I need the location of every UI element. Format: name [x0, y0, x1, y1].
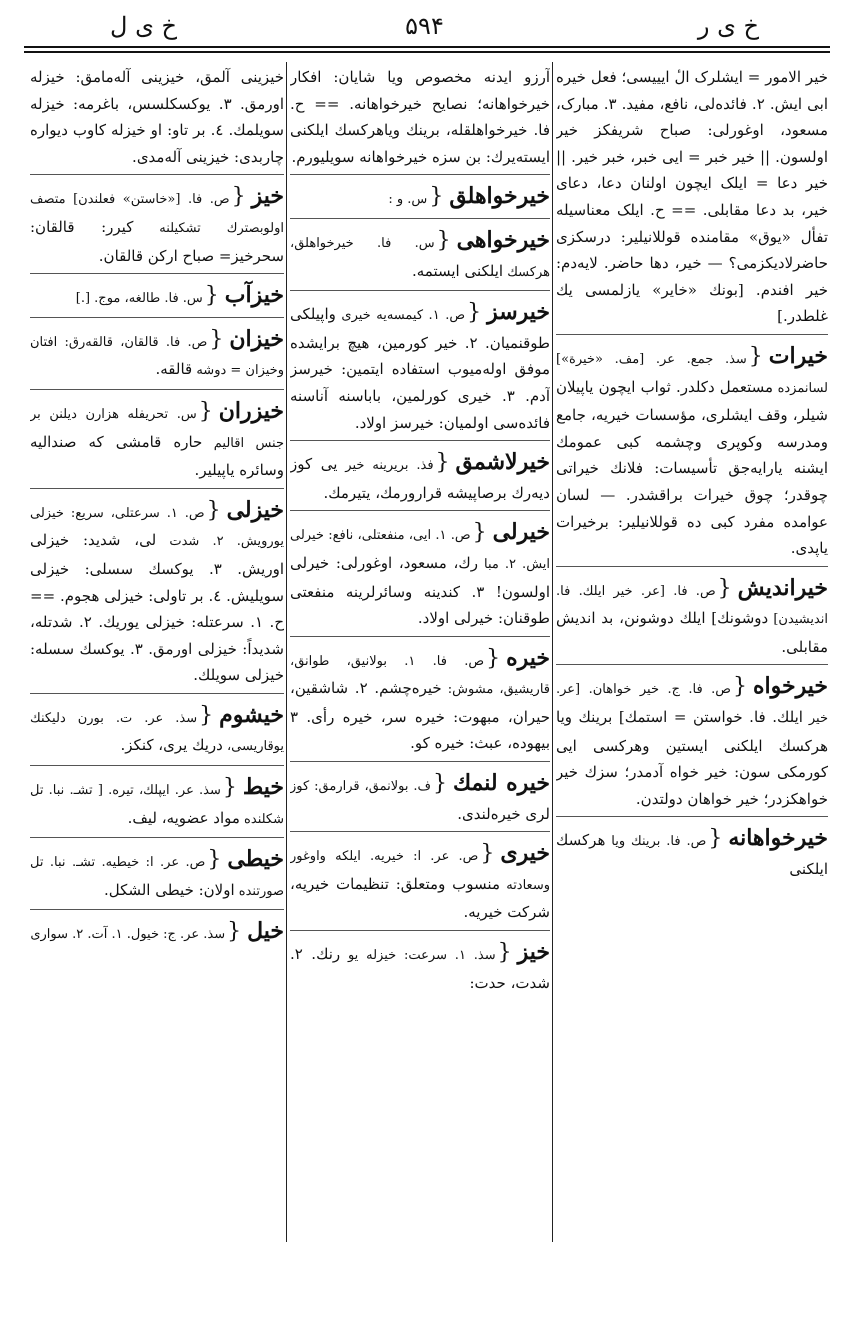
entry-grammar: سذ. جمع. عر. [مف. «خیرة»] لسانمزده	[556, 351, 828, 396]
entry-grammar: ص. ۱. سرعتلی، سریع: خیزلی یورویش. ۲. شدت	[30, 505, 284, 550]
dictionary-entry	[30, 282, 284, 318]
column-divider-right	[552, 62, 553, 1242]
entry-grammar: سذ. عر. ایپلك، تیره. [ تشـ. نبا. تل شکلنده	[30, 783, 284, 827]
brace-glyph: {	[231, 184, 246, 210]
brace-glyph: {	[429, 184, 444, 210]
entry-headword: خیزلی	[226, 496, 284, 523]
dictionary-entry	[290, 840, 550, 931]
column-right	[556, 64, 828, 1244]
entry-definition: آرزو ایدنه مخصوص ویا شایان: افکار خیرخواهانه؛ نصایح خیرخواهانه. == ح. فا. خیرخواهلقله، برینك ویاهرکسك ایلکنی ایسته‌یرك: بن سزه خیرخواهانه سویلیورم.	[290, 68, 550, 166]
dictionary-entry	[556, 343, 828, 567]
entry-headword: خیرخواهانه	[728, 825, 828, 852]
dictionary-entry	[290, 519, 550, 636]
entry-grammar: ص. عر. ا: خیریه. ایلکه واوغور وسعادته	[290, 849, 550, 893]
dictionary-entry	[290, 183, 550, 219]
dictionary-entry	[30, 326, 284, 390]
entry-grammar: ص. فا. قالقان، قالقه‌رق: افتان وخیزان = دوشه	[30, 334, 284, 379]
entry-grammar: ف. بولانمق، قرارمق: کوز	[290, 779, 432, 795]
dictionary-entry	[556, 825, 828, 886]
entry-grammar: س. تحریفله هزارن دیلنن بر جنس اقالیم	[30, 406, 284, 451]
dictionary-entry	[30, 846, 284, 910]
dictionary-entry	[30, 774, 284, 838]
dictionary-entry	[290, 227, 550, 291]
entry-definition: رنك. ۲. شدت، حدت:	[290, 945, 550, 992]
dictionary-entry	[290, 449, 550, 511]
dictionary-entry	[30, 398, 284, 489]
dictionary-entry	[290, 299, 550, 441]
column-middle	[290, 64, 550, 1244]
entry-headword: خیل	[247, 918, 284, 945]
entry-definition: مواد عضویه، لیف.	[127, 808, 240, 827]
brace-glyph: {	[198, 398, 213, 424]
dictionary-entry	[290, 64, 550, 175]
brace-glyph: {	[467, 300, 482, 326]
entry-headword: خیط	[242, 774, 284, 801]
entry-headword: خیز	[251, 183, 284, 210]
entry-definition: هرکسك ایلکنی	[556, 831, 828, 879]
brace-glyph: {	[207, 847, 222, 873]
entry-headword: خیزان	[229, 325, 284, 352]
brace-glyph: {	[199, 702, 214, 728]
brace-glyph: {	[748, 343, 763, 369]
page-number: ۵۹۴	[405, 12, 444, 40]
brace-glyph: {	[497, 940, 512, 966]
entry-definition: خیره‌چشم. ۲. شاشقین، حیران، مبهوت: خیره سر، خیره رأی. ۳ بیهوده، عبث: خیره کو.	[290, 679, 550, 753]
brace-glyph: {	[436, 227, 451, 253]
entry-definition: خیر الامور = ایشلرک الٔ ایییسی؛ فعل خیره ابی ایش. ۲. فائده‌لی، نافع، مفید. ۳. مبارک، مسعود، اوغورلی: صباح شریفکز خیر اولسون. || خیر خبر = ایی خبر، خبر خیر. || خیر دعا = ایلک ایچون اولنان دعا، دعای خیر، بد دعا مقابلی. == ح. ایلک معناسیله تفأل «یوق» مقامنده قوللانیلیر: درسکزی حاضرلادیکزمی؟ — خیر، دها حاضر. لایه‌دم: خیر افندم. [بونك «خاير» یازلمسی یك غلطدر.]	[556, 68, 828, 326]
dictionary-entry	[290, 939, 550, 1000]
brace-glyph: {	[708, 826, 723, 852]
brace-glyph: {	[486, 645, 501, 671]
entry-headword: خیشوم	[219, 701, 284, 728]
brace-glyph: {	[227, 919, 242, 945]
entry-grammar: ص. فا. [عر. خیر ایلك. فا. اندیشیدن]	[556, 583, 828, 628]
entry-definition: ایلك. فا. خواستن = استمك] برینك ویا هرکسك ایلکنی ایستین وهرکسی ایی کورمکی سون: خیر خواه آدمدر؛ سزك خیر خواهکزدر؛ خیر خواهان دولتدن.	[556, 708, 828, 808]
brace-glyph: {	[717, 575, 732, 601]
entry-grammar: فذ. بریرینه خیر	[337, 458, 434, 474]
entry-grammar: س. فا. خیرخواهلق، هرکسك	[290, 235, 550, 280]
entry-definition: لی، شدید: خیزلی اوریش. ۳. یوکسك سسلی: خیزلی سویلیش. ٤. بر تاولی: خیزلی هجوم. == ح. ۱. سرعتله: خیزلی یوریك. ۲. شدتله، شدیداً: خیزلی اورمق. ۳. یوکسك سسله: خیزلی سویلك.	[30, 531, 284, 685]
entry-definition: اولان: خیطی الشکل.	[103, 880, 235, 899]
entry-grammar: ص. فا. [«خاستن» فعلندن] متصف اولوبصترك تشکیلنه	[30, 192, 284, 236]
entry-headword: خیری	[500, 840, 550, 867]
entry-grammar: ص. فا. برینك ویا	[605, 834, 707, 850]
entry-headword: خیره	[506, 644, 550, 671]
brace-glyph: {	[435, 450, 450, 476]
entry-definition: واپیلکی طوقنمیان. ۲. خیر کورمین، هیچ برایشده موفق اوله‌میوب استفاده ایتمین: خیرسز آدم. ۳. خیری کورلمین، باباسنه آناسنه فائده‌سی اولمیان: خیرسز اولاد.	[290, 305, 550, 432]
entry-grammar: س. و :	[388, 192, 428, 208]
dictionary-entry	[30, 497, 284, 694]
entry-definition: رك، مسعود، اوغورلی: خیرلی اولسون! ۳. کندینه وسائرلرینه منفعتی طوقنان: خیرلی اولاد.	[290, 553, 550, 628]
entry-definition: لری خیره‌لندی.	[457, 804, 550, 823]
entry-headword: خیرخواهی	[456, 226, 550, 253]
brace-glyph: {	[222, 775, 237, 801]
dictionary-entry	[556, 575, 828, 666]
header-left-letters: خ ی ل	[110, 12, 177, 40]
entry-headword: خیطی	[227, 846, 284, 873]
header-rule	[24, 46, 830, 48]
entry-grammar: س. فا. طالغه، موج. [.]	[75, 291, 203, 307]
entry-grammar: ص. عر. ا: خیطیه. تشـ. نبا. تل صورتنده	[30, 855, 284, 899]
entry-headword: خیرلاشمق	[455, 449, 550, 476]
entry-definition: خیزینی آلمق، خیزینی آله‌مامق: خیزله اورمق. ۳. یوکسکلسس، باغرمه: خیزله سویلمك. ٤. بر تاو: او خیزله کاوب دیواره چاربدی: خیزینی آله‌مدی.	[30, 68, 284, 166]
brace-glyph: {	[733, 674, 748, 700]
entry-headword: خیزآب	[224, 282, 284, 309]
dictionary-entry	[30, 183, 284, 274]
entry-grammar: ص. فا. ج. خیر خواهان. [عر. خیر	[556, 682, 828, 727]
entry-headword: خیرلی	[492, 519, 550, 546]
entry-grammar: ص. ۱. کیمسه‌یه خیری	[335, 308, 466, 324]
column-left	[30, 64, 284, 1244]
entry-headword: خیرخواهلق	[449, 183, 550, 210]
entry-definition: دریك یری، کنکز.	[120, 736, 223, 755]
brace-glyph: {	[206, 497, 221, 523]
entry-definition: قالقه.	[155, 360, 193, 379]
entry-headword: خیز	[517, 939, 550, 966]
entry-headword: خیزران	[218, 397, 284, 424]
entry-definition: دوشونك] ایلك دوشونن، بد اندیش مقابلی.	[556, 609, 828, 656]
entry-definition: کیرر: قالقان: سحرخیز= صباح ارکن قالقان.	[30, 217, 284, 265]
dictionary-entry	[30, 918, 284, 953]
dictionary-entry	[30, 64, 284, 175]
dictionary-entry	[290, 770, 550, 832]
brace-glyph: {	[209, 326, 224, 352]
entry-headword: خیراندیش	[737, 574, 828, 601]
dictionary-entry	[290, 645, 550, 762]
entry-headword: خیرات	[768, 342, 828, 369]
entry-grammar: ص. ۱. ایی، منفعتلی، نافع: خیرلی ایش. ۲. مبا	[290, 528, 550, 572]
brace-glyph: {	[204, 283, 219, 309]
brace-glyph: {	[472, 520, 487, 546]
entry-definition: ایلکنی ایستمه.	[411, 261, 504, 280]
column-divider-left	[286, 62, 287, 1242]
dictionary-entry	[556, 673, 828, 817]
entry-grammar: سذ. عر. ج: خیول. ۱. آت. ۲. سواری	[30, 927, 226, 943]
brace-glyph: {	[480, 841, 495, 867]
header-right-letters: خ ی ر	[697, 12, 759, 40]
entry-definition: منسوب ومتعلق: تنظیمات خیریه، شرکت خیریه.	[290, 874, 550, 922]
entry-definition: مستعمل دکلدر. ثواب ایچون یاپیلان شیلر، وقف ایشلری، مؤسسات خیریه، جامع ومدرسه وکوپری وچشمه کبی عمومك ایشنه یارایه‌جق تأسیسات: فلانك خیراتی چوقدر؛ چوق خیرات براقشدر. — لسان عوامده مفرد کبی ده قوللانیلیر: برخیرات یاپدی.	[556, 377, 828, 558]
entry-grammar: سذ. ۱. سرعت: خیزله یو	[340, 948, 496, 964]
entry-headword: خیرسز	[487, 299, 550, 326]
dictionary-entry	[30, 702, 284, 766]
entry-grammar: ص. فا. ۱. بولانیق، طوانق، قاریشیق، مشوش:	[290, 653, 550, 698]
entry-headword: خیره لنمك	[453, 770, 550, 797]
entry-definition: حاره قامشی که صندالیه وسائره یاپیلیر.	[30, 432, 284, 480]
entry-headword: خیرخواه	[753, 673, 828, 700]
header-rule-2	[24, 51, 830, 53]
brace-glyph: {	[433, 771, 448, 797]
entry-grammar: سذ. عر. ت. بورن دلیکنك یوقاریسی،	[30, 710, 284, 755]
entry-definition: یی کوز دیه‌رك برصاپیشه قرارورمك، یتیرمك.	[290, 455, 550, 502]
dictionary-entry	[556, 64, 828, 335]
